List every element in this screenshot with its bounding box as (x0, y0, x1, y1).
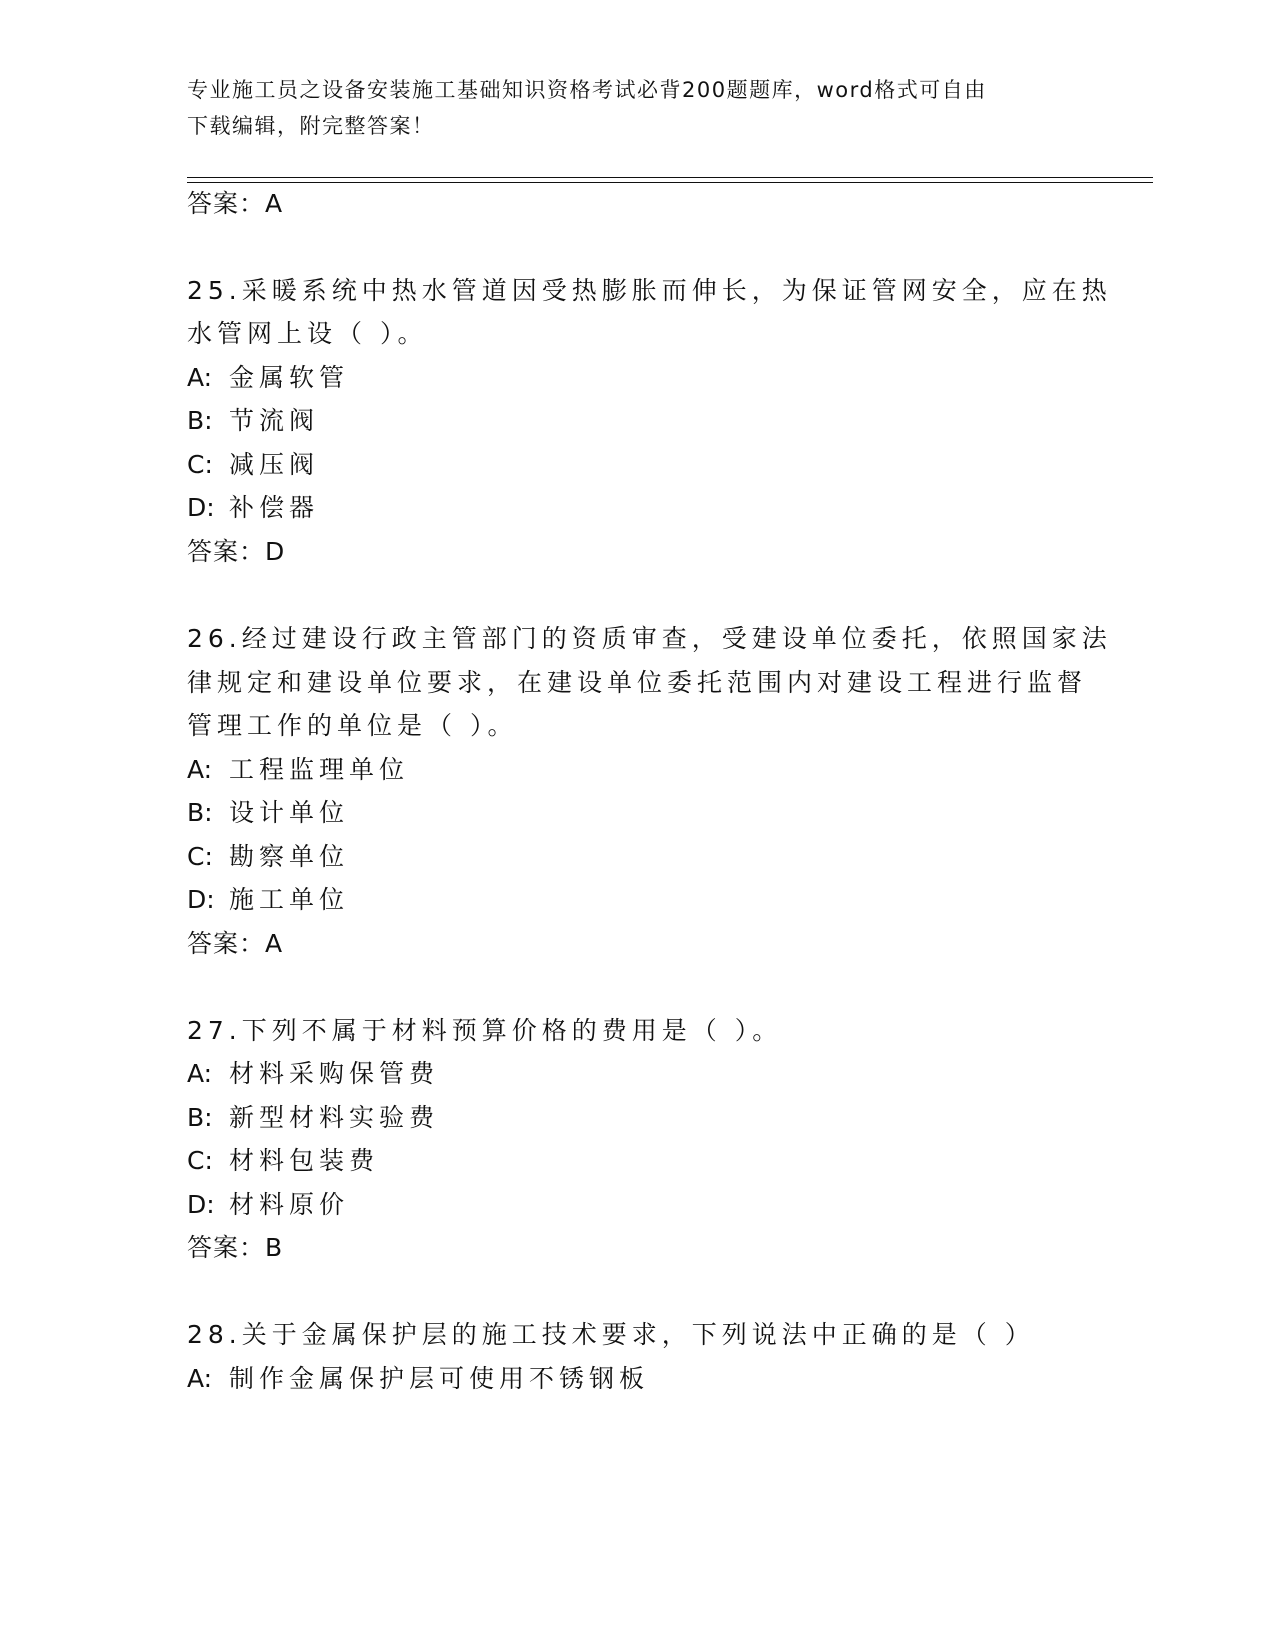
option-letter: A: (187, 755, 213, 784)
option-text: 施工单位 (229, 885, 350, 914)
option-text: 材料原价 (229, 1190, 350, 1219)
option-b (187, 406, 319, 436)
option-a (187, 363, 349, 393)
question-text-line: 律规定和建设单位要求，在建设单位委托范围内对建设工程进行监督 (187, 668, 1088, 697)
header-divider-bottom (187, 182, 1153, 183)
question-text-line: 25.采暖系统中热水管道因受热膨胀而伸长，为保证管网安全，应在热 (187, 276, 1112, 305)
option-text: 工程监理单位 (229, 755, 410, 784)
option-d (187, 493, 319, 523)
option-text: 节流阀 (229, 406, 320, 435)
option-letter: C: (187, 450, 213, 479)
option-text: 设计单位 (229, 798, 350, 827)
option-d (187, 885, 349, 915)
answer-label: 答案：A (187, 929, 284, 958)
question-text-line: 27.下列不属于材料预算价格的费用是（ ）。 (187, 1016, 783, 1045)
option-c (187, 1146, 379, 1176)
option-text: 新型材料实验费 (229, 1103, 440, 1132)
option-a (187, 755, 409, 785)
question-text-line: 水管网上设（ ）。 (187, 319, 428, 348)
option-letter: B: (187, 1103, 213, 1132)
option-text: 制作金属保护层可使用不锈钢板 (229, 1364, 650, 1393)
option-letter: A: (187, 363, 213, 392)
option-text: 补偿器 (229, 493, 320, 522)
header-line-2: 下载编辑，附完整答案！ (187, 114, 435, 138)
option-a (187, 1364, 649, 1394)
option-letter: B: (187, 798, 213, 827)
answer-label: 答案：B (187, 1233, 284, 1262)
option-d (187, 1190, 349, 1220)
option-c (187, 842, 349, 872)
option-letter: A: (187, 1364, 213, 1393)
option-c (187, 450, 319, 480)
option-letter: B: (187, 406, 213, 435)
question-text-line: 26.经过建设行政主管部门的资质审查，受建设单位委托，依照国家法 (187, 624, 1112, 653)
question-text-line: 管理工作的单位是（ ）。 (187, 711, 518, 740)
answer-label: 答案：A (187, 189, 284, 218)
option-text: 金属软管 (229, 363, 350, 392)
option-letter: D: (187, 885, 215, 914)
document-header (187, 72, 1067, 144)
answer-label: 答案：D (187, 537, 286, 566)
option-letter: C: (187, 1146, 213, 1175)
option-letter: D: (187, 493, 215, 522)
option-letter: C: (187, 842, 213, 871)
header-divider-top (187, 177, 1153, 178)
option-a (187, 1059, 439, 1089)
option-letter: A: (187, 1059, 213, 1088)
option-text: 减压阀 (229, 450, 320, 479)
option-text: 材料包装费 (229, 1146, 380, 1175)
question-text-line: 28.关于金属保护层的施工技术要求，下列说法中正确的是（ ） (187, 1320, 1035, 1349)
option-b (187, 798, 349, 828)
option-letter: D: (187, 1190, 215, 1219)
option-text: 勘察单位 (229, 842, 350, 871)
header-line-1: 专业施工员之设备安装施工基础知识资格考试必背200题题库，word格式可自由 (187, 78, 987, 102)
option-text: 材料采购保管费 (229, 1059, 440, 1088)
option-b (187, 1103, 439, 1133)
